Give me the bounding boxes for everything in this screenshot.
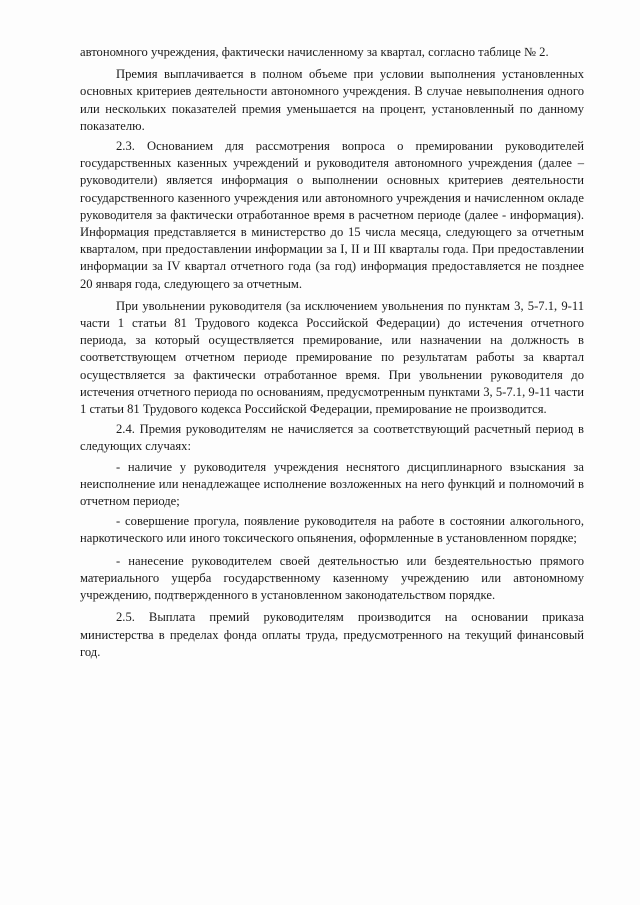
paragraph-bonus-full-amount: Премия выплачивается в полном объеме при условии выполнения установленных основных критериев деятельности автономного учреждения. В случае невыполнения одного или нескольких показателей премия уменьшается на процент, установленный по данному показателю. [80, 67, 584, 133]
list-item-damage: - нанесение руководителем своей деятельностью или бездеятельностью прямого материального ущерба государственному казенному учреждению или автономному учреждению, подтвержденного в установленном законодательством порядке. [80, 553, 584, 603]
document-body [80, 44, 584, 661]
list-item-disciplinary: - наличие у руководителя учреждения неснятого дисциплинарного взыскания за неисполнение или ненадлежащее исполнение возложенных на него функций и полномочий в отчетном периоде; [80, 459, 584, 509]
paragraph-section-2-3: 2.3. Основанием для рассмотрения вопроса о премировании руководителей государственных казенных учреждений и руководителя автономного учреждения (далее – руководители) является информация о выполнении основных критериев деятельности государственного казенного учреждения или автономного учреждения и начисленном окладе руководителя за фактически отработанное время в расчетном периоде (далее - информация). Информация представляется в министерство до 15 числа месяца, следующего за отчетным кварталом, при предоставлении информации за I, II и III кварталы года. При предоставлении информации за IV квартал отчетного года (за год) информация предоставляется не позднее 20 января года, следующего за отчетным. [80, 139, 584, 291]
paragraph-section-2-4: 2.4. Премия руководителям не начисляется за соответствующий расчетный период в следующих случаях: [80, 422, 584, 454]
list-item-absence: - совершение прогула, появление руководителя на работе в состоянии алкогольного, наркотического или иного токсического опьянения, оформленные в установленном порядке; [80, 514, 584, 546]
paragraph-section-2-5: 2.5. Выплата премий руководителям производится на основании приказа министерства в пределах фонда оплаты труда, предусмотренного на текущий финансовый год. [80, 610, 584, 659]
paragraph-continuation: автономного учреждения, фактически начисленному за квартал, согласно таблице № 2. [80, 45, 549, 59]
paragraph-dismissal: При увольнении руководителя (за исключением увольнения по пунктам 3, 5-7.1, 9-11 части 1 статьи 81 Трудового кодекса Российской Федерации) до истечения отчетного периода, за который осуществляется премирование, или назначении на должность в соответствующем отчетном периоде премирование по результатам работы за квартал осуществляется за фактически отработанное время. При увольнении руководителя до истечения отчетного периода по основаниям, предусмотренным пунктами 3, 5-7.1, 9-11 части 1 статьи 81 Трудового кодекса Российской Федерации, премирование не производится. [80, 298, 584, 417]
